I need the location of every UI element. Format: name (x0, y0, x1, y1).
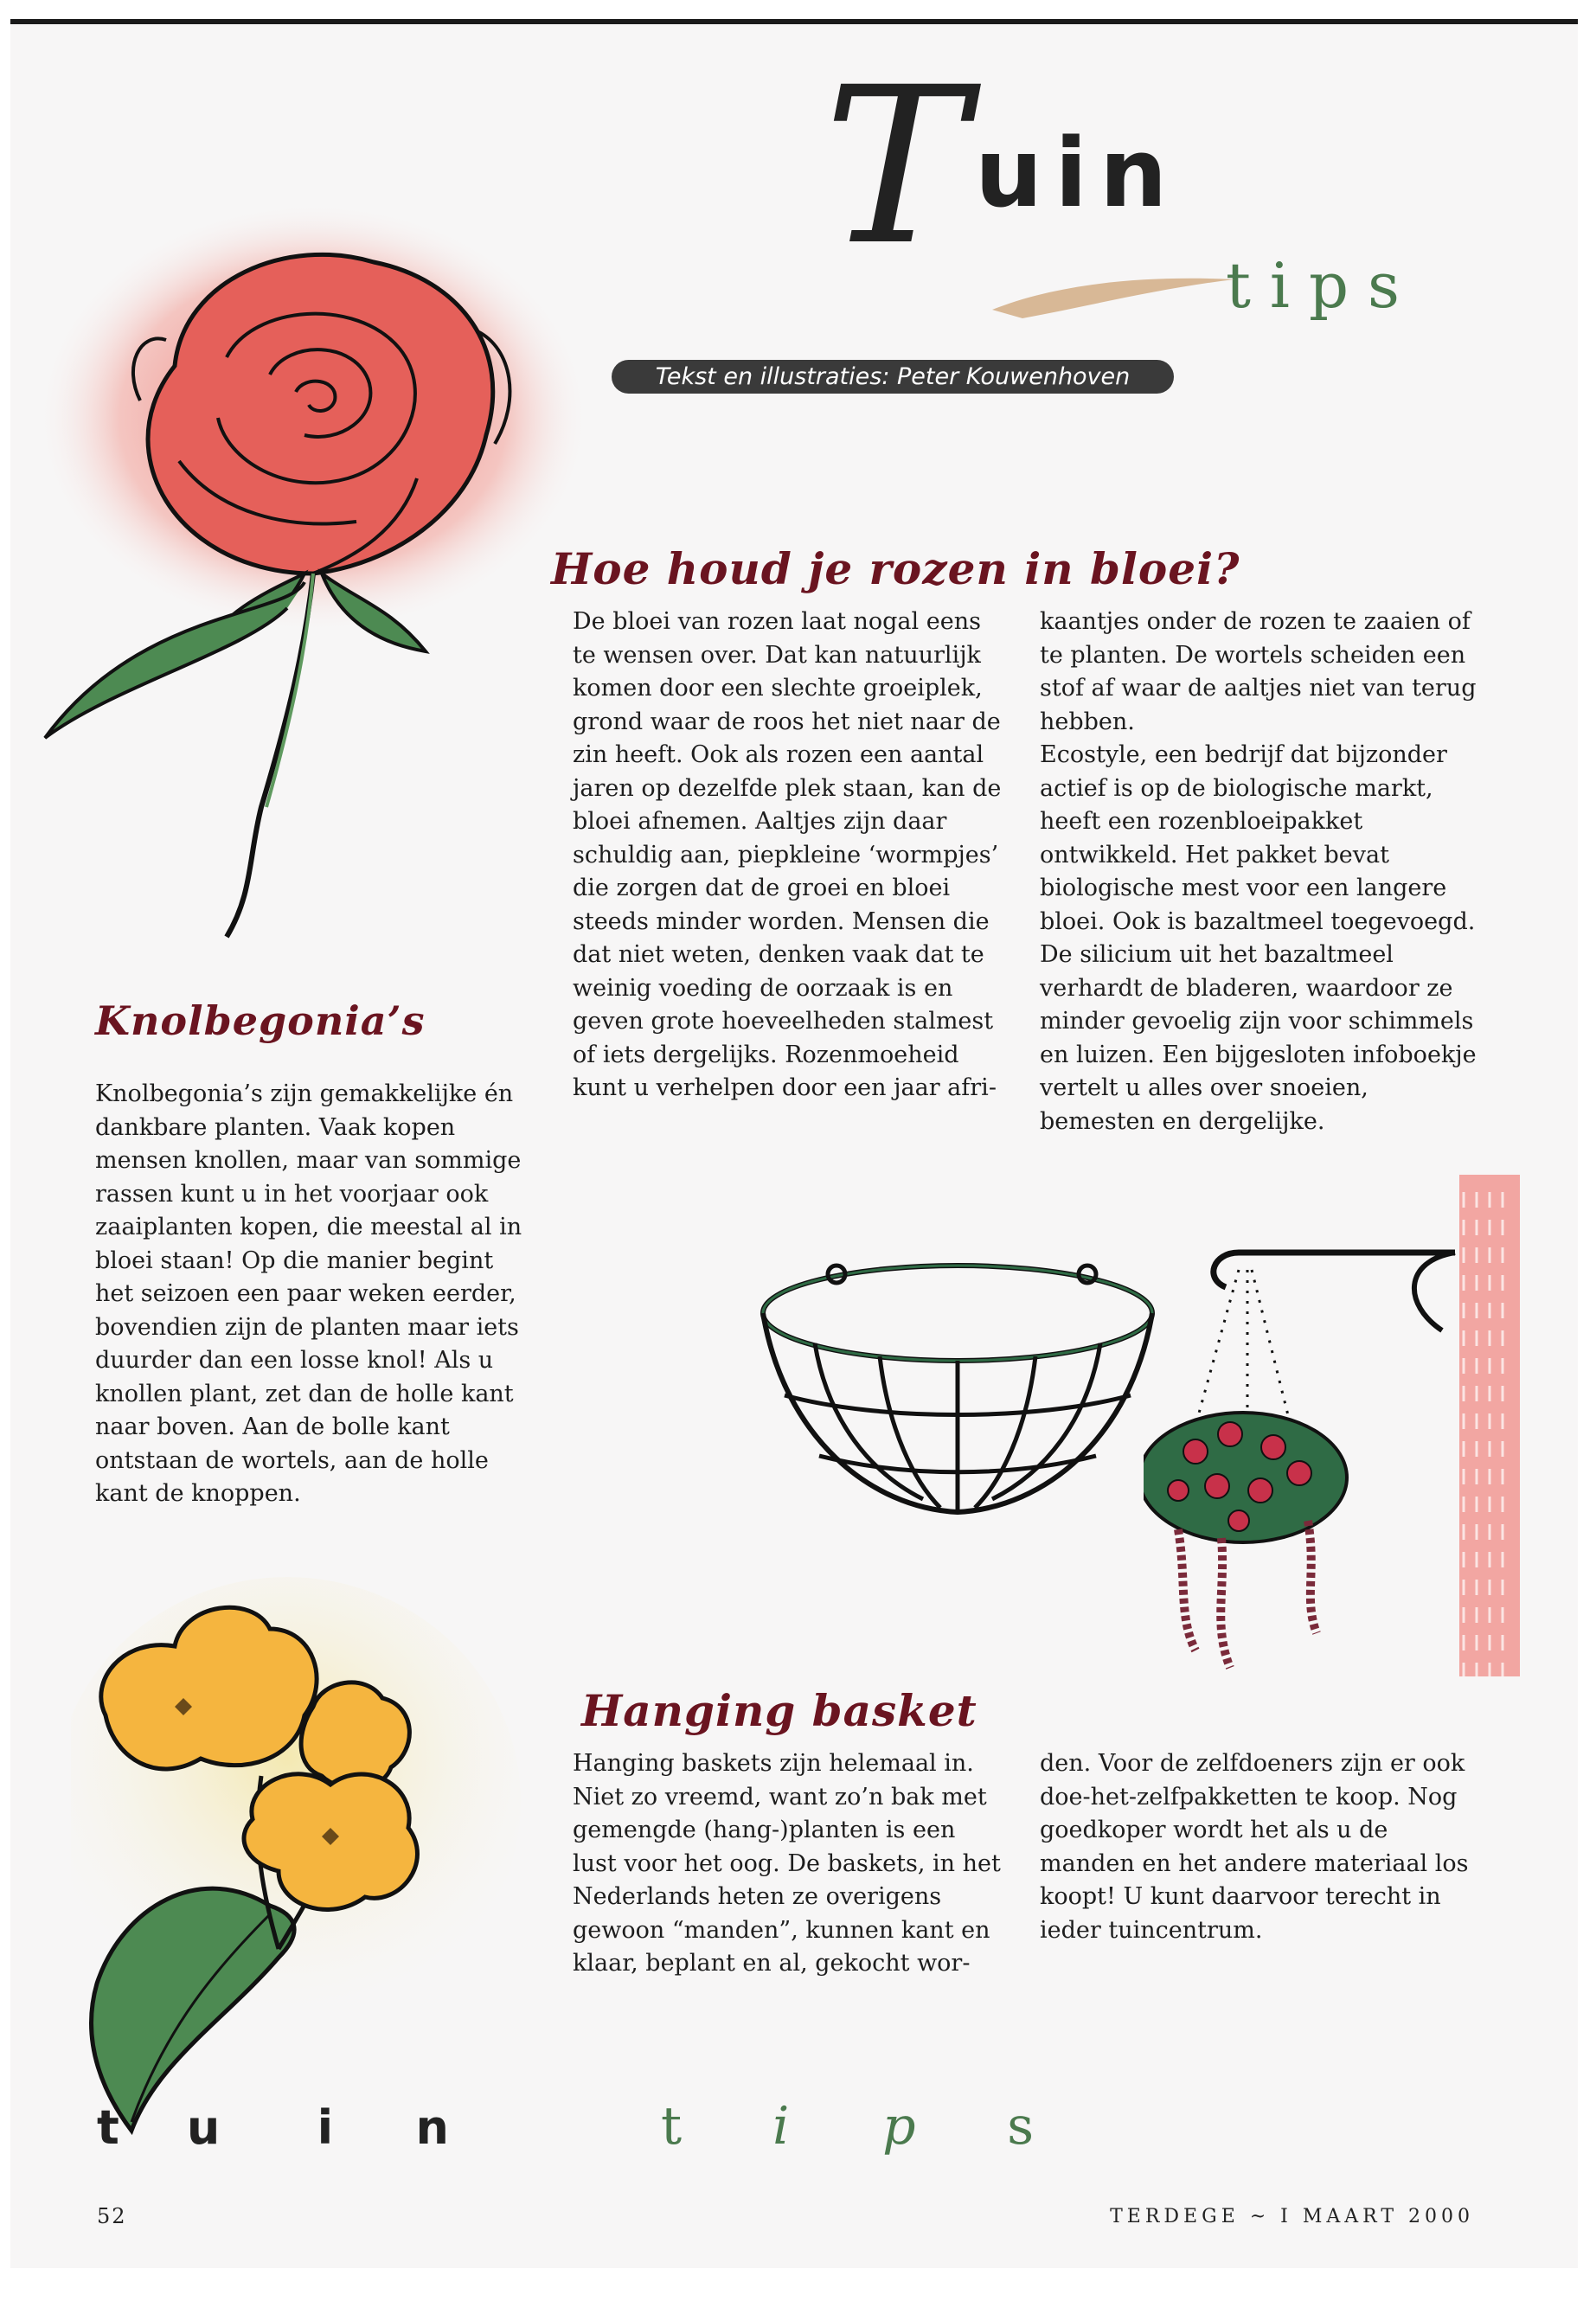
hanging-basket-illustration (1144, 1166, 1542, 1720)
roses-col2-para-2: Ecostyle, een bedrijf dat bijzonder actief is op de biologische markt, heeft een rozenbloeipakket ontwikkeld. Het pakket bevat biologische mest voor een langere bloei. Ook is bazaltmeel toegevoegd. De silicium uit het bazaltmeel verhardt de bladeren, waardoor ze minder gevoelig zijn voor schimmels en luizen. Een bijgesloten infoboekje vertelt u alles over snoeien, bemesten en dergelijke. (1040, 741, 1477, 1135)
begonia-text: Knolbegonia’s zijn gemakkelijke én dankbare planten. Vaak kopen mensen knollen, maar van sommige rassen kunt u in het voorjaar ook zaaiplanten kopen, die meestal al in bloei staan! Op die manier begint het seizoen een paar weken eerder, bovendien zijn de planten maar iets duurder dan een losse knol! Als u knollen plant, zet dan de holle kant naar boven. Aan de bolle kant ontstaan de wortels, aan de holle kant de knoppen. (95, 1080, 522, 1507)
basket-column-2 (1040, 1747, 1490, 1947)
byline-banner: Tekst en illustraties: Peter Kouwenhoven (612, 360, 1174, 394)
footer-letter: i (317, 2100, 334, 2155)
footer-letter: n (415, 2100, 449, 2155)
masthead-word-tuin: uin (975, 118, 1180, 228)
publication-line: TERDEGE ~ I MAART 2000 (1110, 2206, 1474, 2227)
roses-col2-para-1: kaantjes onder de rozen te zaaien of te planten. De wortels scheiden een stof af waar de aaltjes niet van terug hebben. (1040, 608, 1477, 735)
roses-column-2 (1040, 606, 1490, 1138)
basket-column-1 (573, 1747, 1005, 1981)
masthead-word-tips: tips (1226, 249, 1419, 322)
page-number: 52 (97, 2204, 127, 2228)
wire-basket-illustration (750, 1248, 1165, 1525)
masthead (789, 41, 1516, 370)
roses-col1-text: De bloei van rozen laat nogal eens te wensen over. Dat kan natuurlijk komen door een slechte groeiplek, grond waar de roos het niet naar de zin heeft. Ook als rozen een aantal jaren op dezelfde plek staan, kan de bloei afnemen. Aaltjes zijn daar schuldig aan, piepkleine ‘wormpjes’ die zorgen dat de groei en bloei steeds minder worden. Mensen die dat niet weten, denken vaak dat te weinig voeding de oorzaak is en geven grote hoeveelheden stalmest of iets dergelijks. Rozenmoeheid kunt u verhelpen door een jaar afri- (573, 608, 1002, 1101)
footer-letter: t (97, 2100, 119, 2155)
begonia-heading: Knolbegonia’s (95, 997, 426, 1044)
basket-col2-text: den. Voor de zelfdoeners zijn er ook doe-het-zelfpakketten te koop. Nog goedkoper wordt het als u de manden en het andere materiaal los koopt! U kunt daarvoor terecht in ieder tuincentrum. (1040, 1750, 1469, 1944)
footer-letter: s (1007, 2096, 1035, 2157)
masthead-swoosh (988, 266, 1239, 327)
footer-letter: t (661, 2096, 683, 2157)
begonia-illustration (71, 1577, 529, 2148)
begonia-column (95, 1078, 532, 1511)
basket-col1-text: Hanging baskets zijn helemaal in. Niet zo vreemd, want zo’n bak met gemengde (hang-)planten is een lust voor het oog. De baskets, in het Nederlands heten ze overigens gewoon “manden”, kunnen kant en klaar, beplant en al, gekocht wor- (573, 1750, 1001, 1977)
footer-letter: u (186, 2100, 221, 2155)
rose-illustration (28, 202, 599, 963)
masthead-big-letter: T (824, 41, 968, 292)
magazine-page (10, 19, 1578, 2268)
footer-word-tips (661, 2096, 1059, 2157)
roses-heading: Hoe houd je rozen in bloei? (551, 543, 1240, 594)
footer-letter: p (882, 2096, 916, 2157)
footer-word-tuin (97, 2100, 467, 2155)
footer-letter: i (772, 2096, 790, 2157)
basket-heading: Hanging basket (581, 1685, 977, 1736)
roses-column-1 (573, 606, 1005, 1106)
